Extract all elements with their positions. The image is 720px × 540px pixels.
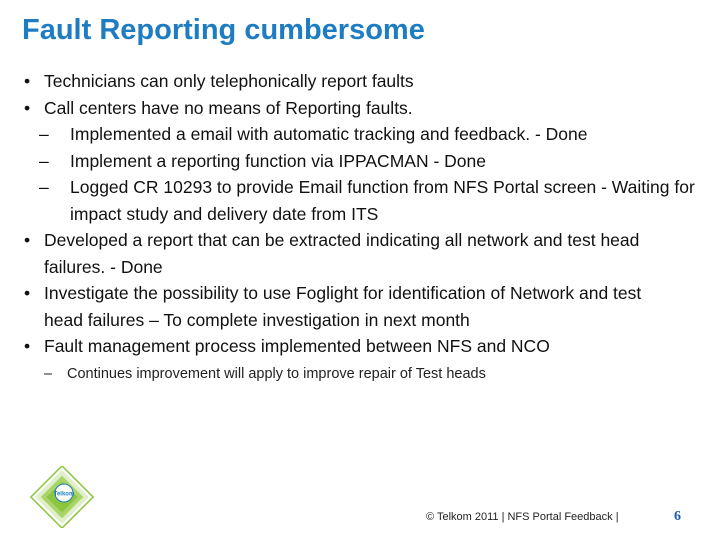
- logo-wordmark: Telkom: [53, 491, 75, 498]
- bullet-text: Investigate the possibility to use Foglight for identification of Network and test head failures – To complete investigation in next month: [44, 283, 642, 330]
- slide-body: [20, 68, 700, 384]
- bullet-text: Developed a report that can be extracted indicating all network and test head failures. - Done: [44, 230, 640, 277]
- bullet-item: [20, 95, 700, 122]
- dash-glyph: –: [39, 150, 49, 171]
- bullet-text: Technicians can only telephonically report faults: [44, 71, 414, 91]
- telkom-logo: [26, 466, 98, 528]
- bullet-glyph: •: [24, 71, 31, 91]
- sub-bullet-item: [20, 148, 700, 175]
- sub-bullet-text: Implement a reporting function via IPPACMAN - Done: [70, 150, 486, 171]
- footer-text: © Telkom 2011 | NFS Portal Feedback |: [426, 511, 619, 523]
- sub-bullet-text: Continues improvement will apply to improve repair of Test heads: [67, 365, 486, 382]
- slide-title: Fault Reporting cumbersome: [22, 14, 425, 46]
- bullet-glyph: •: [24, 283, 31, 303]
- bullet-item: [20, 333, 700, 360]
- sub-bullet-item-small: [20, 364, 700, 384]
- bullet-item: [20, 227, 700, 280]
- bullet-glyph: •: [24, 230, 31, 250]
- dash-glyph: –: [44, 365, 53, 382]
- sub-bullet-text: Logged CR 10293 to provide Email function from NFS Portal screen - Waiting for impact study and delivery date from ITS: [70, 177, 695, 224]
- bullet-glyph: •: [24, 336, 31, 356]
- dash-glyph: –: [39, 124, 49, 144]
- page-number: 6: [674, 509, 681, 524]
- bullet-text: Fault management process implemented between NFS and NCO: [44, 336, 550, 356]
- bullet-glyph: •: [24, 97, 31, 118]
- bullet-item: [20, 68, 700, 95]
- dash-glyph: –: [39, 177, 49, 197]
- bullet-item: [20, 280, 700, 333]
- sub-bullet-item: [20, 174, 700, 227]
- sub-bullet-item: [20, 121, 700, 148]
- sub-bullet-text: Implemented a email with automatic tracking and feedback. - Done: [70, 124, 588, 144]
- bullet-text: Call centers have no means of Reporting faults.: [44, 97, 413, 118]
